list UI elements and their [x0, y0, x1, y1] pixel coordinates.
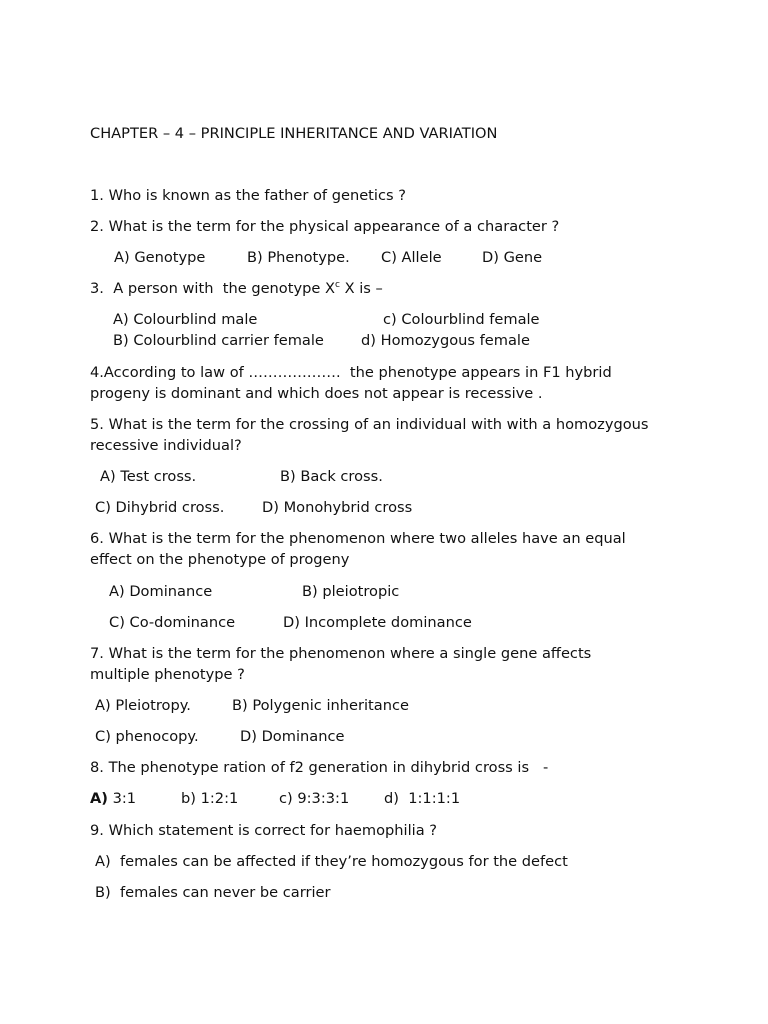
- q7-option-d: D) Dominance: [240, 728, 345, 745]
- question-1: 1. Who is known as the father of genetics ?: [90, 187, 406, 204]
- q8-option-a-value: 3:1: [107, 790, 137, 807]
- question-4-line-2: progeny is dominant and which does not appear is recessive .: [90, 385, 543, 402]
- q2-option-b: B) Phenotype.: [247, 249, 350, 266]
- q2-option-a: A) Genotype: [114, 249, 206, 266]
- q6-option-a: A) Dominance: [109, 583, 213, 600]
- question-6-line-2: effect on the phenotype of progeny: [90, 551, 350, 568]
- q8-option-a-label: A): [90, 790, 108, 807]
- question-9: 9. Which statement is correct for haemophilia ?: [90, 822, 438, 839]
- q7-option-c: C) phenocopy.: [95, 728, 199, 745]
- q6-option-c: C) Co-dominance: [109, 614, 236, 631]
- question-2: 2. What is the term for the physical appearance of a character ?: [90, 218, 560, 235]
- question-4-line-1: 4.According to law of ………………. the phenotype appears in F1 hybrid: [90, 364, 612, 381]
- q3-option-a: A) Colourblind male: [113, 311, 258, 328]
- question-3: [90, 280, 383, 300]
- q8-option-d: d) 1:1:1:1: [384, 790, 461, 807]
- q6-option-b: B) pleiotropic: [302, 583, 400, 600]
- q5-option-a: A) Test cross.: [100, 468, 197, 485]
- q3-text-pre: 3. A person with the genotype X: [90, 280, 335, 297]
- q3-superscript: c: [334, 280, 340, 290]
- page-title: CHAPTER – 4 – PRINCIPLE INHERITANCE AND VARIATION: [90, 125, 498, 142]
- q3-option-b: B) Colourblind carrier female: [113, 332, 324, 349]
- question-8: 8. The phenotype ration of f2 generation in dihybrid cross is -: [90, 759, 549, 776]
- question-7-line-1: 7. What is the term for the phenomenon where a single gene affects: [90, 645, 592, 662]
- q2-option-c: C) Allele: [381, 249, 442, 266]
- q3-option-d: d) Homozygous female: [361, 332, 530, 349]
- question-5-line-1: 5. What is the term for the crossing of an individual with with a homozygous: [90, 416, 649, 433]
- q7-option-b: B) Polygenic inheritance: [232, 697, 409, 714]
- q5-option-c: C) Dihybrid cross.: [95, 499, 225, 516]
- q7-option-a: A) Pleiotropy.: [95, 697, 191, 714]
- question-6-line-1: 6. What is the term for the phenomenon where two alleles have an equal: [90, 530, 626, 547]
- q3-option-c: c) Colourblind female: [383, 311, 540, 328]
- q3-text-post: X is –: [339, 280, 383, 297]
- q9-option-b: B) females can never be carrier: [95, 884, 331, 901]
- q9-option-a: A) females can be affected if they’re homozygous for the defect: [95, 853, 568, 870]
- question-5-line-2: recessive individual?: [90, 437, 242, 454]
- q2-option-d: D) Gene: [482, 249, 543, 266]
- question-7-line-2: multiple phenotype ?: [90, 666, 245, 683]
- q5-option-b: B) Back cross.: [280, 468, 383, 485]
- q6-option-d: D) Incomplete dominance: [283, 614, 472, 631]
- q8-option-c: c) 9:3:3:1: [279, 790, 350, 807]
- q8-option-a: [90, 790, 136, 807]
- q8-option-b: b) 1:2:1: [181, 790, 239, 807]
- q5-option-d: D) Monohybrid cross: [262, 499, 413, 516]
